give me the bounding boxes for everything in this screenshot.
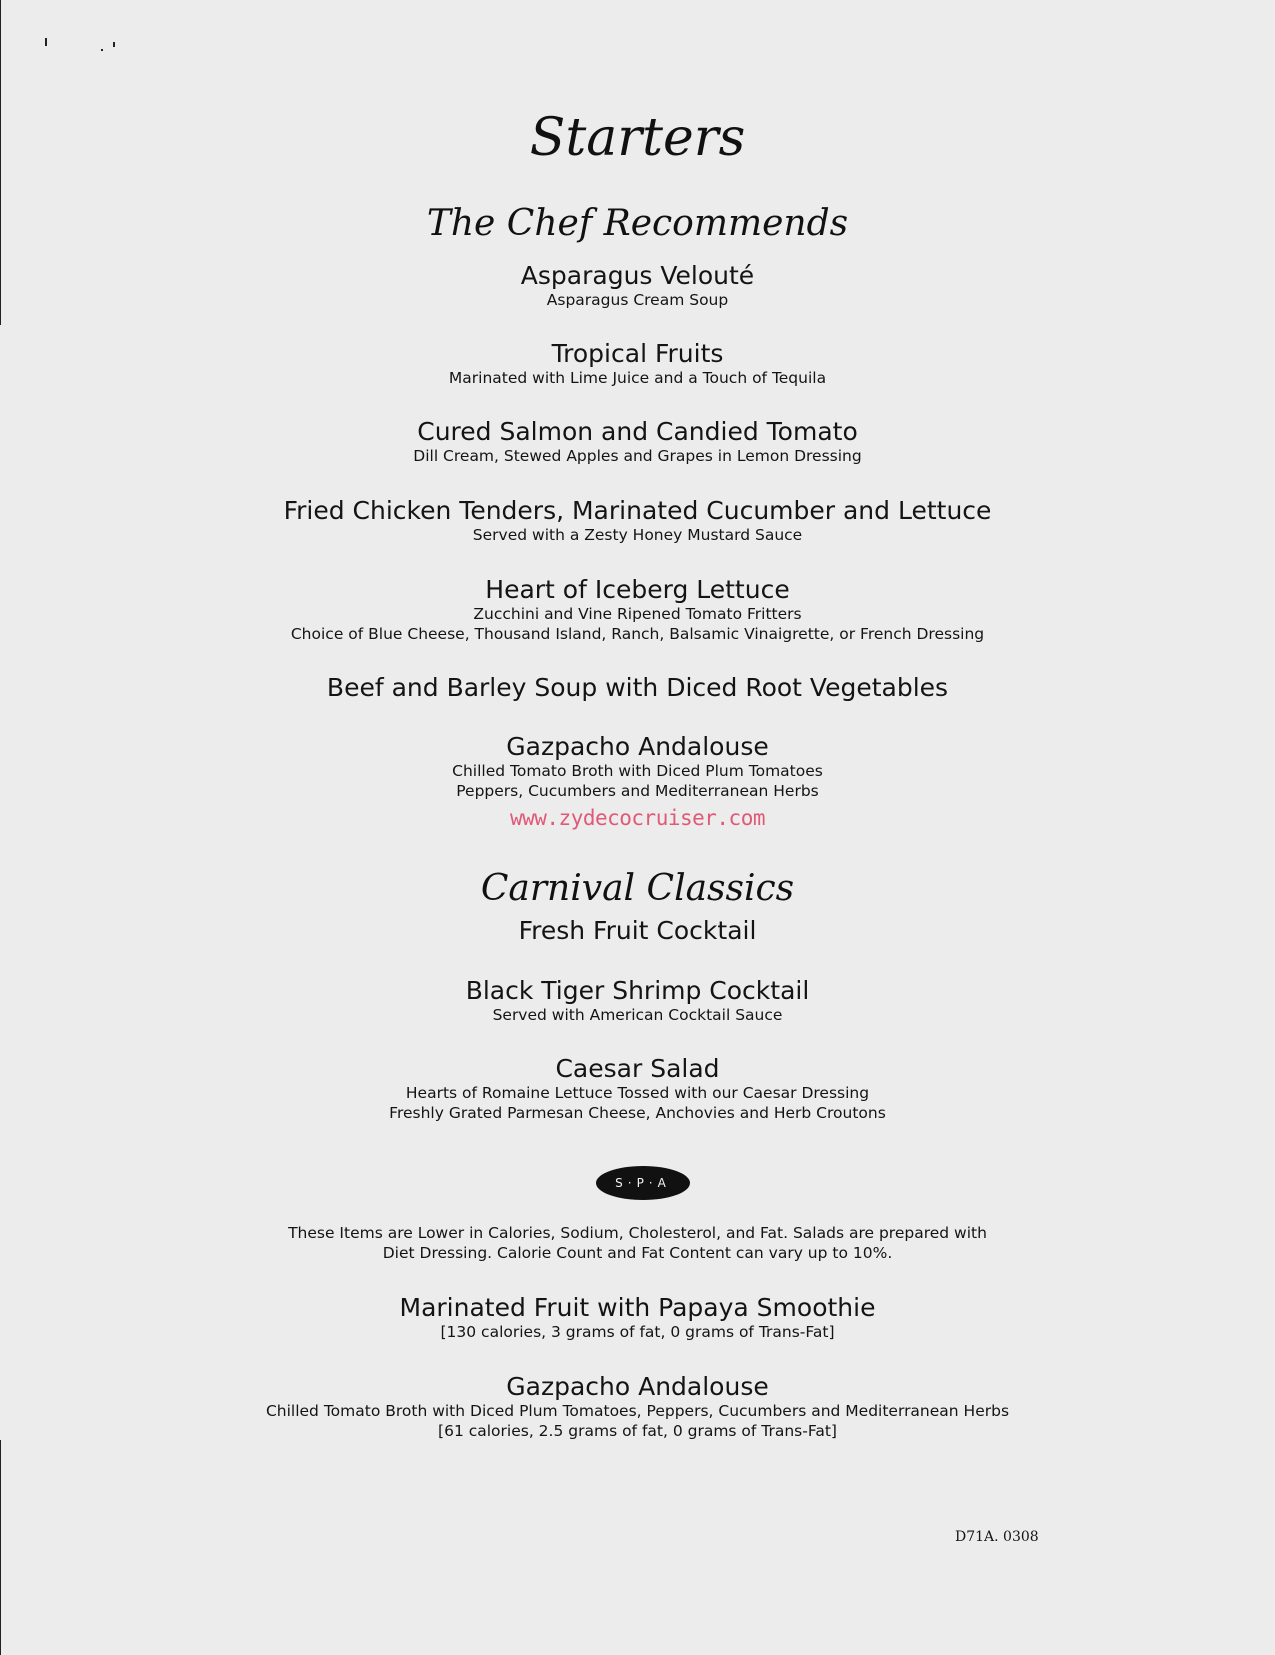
item-description: Marinated with Lime Juice and a Touch of Tequila: [448, 369, 827, 387]
item-name: Gazpacho Andalouse: [506, 732, 769, 761]
item-description: Served with a Zesty Honey Mustard Sauce: [472, 526, 803, 544]
item-description: Zucchini and Vine Ripened Tomato Fritters: [473, 605, 802, 623]
spa-note-line: Diet Dressing. Calorie Count and Fat Content can vary up to 10%.: [382, 1244, 893, 1262]
item-description: Served with American Cocktail Sauce: [492, 1006, 783, 1024]
spa-note-line: These Items are Lower in Calories, Sodium, Cholesterol, and Fat. Salads are prepared with: [288, 1224, 987, 1242]
scan-speck: [101, 49, 103, 51]
item-description: Peppers, Cucumbers and Mediterranean Herbs: [456, 782, 819, 800]
scan-speck: [45, 38, 47, 46]
spa-note: [0, 1223, 1275, 1263]
scan-edge-line: [0, 1440, 1, 1655]
item-name: Fried Chicken Tenders, Marinated Cucumber and Lettuce: [283, 496, 992, 525]
item-name: Caesar Salad: [555, 1054, 720, 1083]
item-description: [130 calories, 3 grams of fat, 0 grams of Trans-Fat]: [440, 1323, 835, 1341]
page-title: Starters: [529, 108, 746, 168]
item-description: Hearts of Romaine Lettuce Tossed with our Caesar Dressing: [405, 1084, 870, 1102]
menu-item: [0, 576, 1275, 644]
menu-item: [0, 262, 1275, 310]
menu-code: D71A. 0308: [955, 1529, 1039, 1545]
menu-item: [0, 1055, 1275, 1123]
item-name: Fresh Fruit Cocktail: [518, 916, 757, 945]
item-name: Gazpacho Andalouse: [506, 1372, 769, 1401]
item-name: Tropical Fruits: [551, 339, 724, 368]
section-heading-chef: The Chef Recommends: [426, 203, 849, 244]
spa-logo-badge: S·P·A: [596, 1166, 690, 1200]
menu-item: [0, 917, 1275, 945]
menu-item: [0, 418, 1275, 466]
item-description: Asparagus Cream Soup: [546, 291, 729, 309]
item-description: Chilled Tomato Broth with Diced Plum Tomatoes, Peppers, Cucumbers and Mediterranean Herbs: [265, 1402, 1010, 1420]
item-name: Black Tiger Shrimp Cocktail: [465, 976, 810, 1005]
section-heading-classics: Carnival Classics: [480, 868, 795, 909]
item-name: Heart of Iceberg Lettuce: [485, 575, 790, 604]
menu-item: [0, 1294, 1275, 1342]
menu-item: [0, 674, 1275, 702]
item-description: Freshly Grated Parmesan Cheese, Anchovies and Herb Croutons: [389, 1104, 886, 1122]
item-description: Choice of Blue Cheese, Thousand Island, Ranch, Balsamic Vinaigrette, or French Dressing: [290, 625, 985, 643]
item-name: Asparagus Velouté: [520, 261, 755, 290]
menu-item: [0, 977, 1275, 1025]
menu-item: [0, 1373, 1275, 1441]
item-name: Cured Salmon and Candied Tomato: [417, 417, 858, 446]
menu-item: [0, 733, 1275, 801]
item-name: Marinated Fruit with Papaya Smoothie: [399, 1293, 876, 1322]
scan-speck: [113, 42, 115, 47]
item-description: Dill Cream, Stewed Apples and Grapes in Lemon Dressing: [413, 447, 862, 465]
item-description: Chilled Tomato Broth with Diced Plum Tomatoes: [452, 762, 823, 780]
item-name: Beef and Barley Soup with Diced Root Vegetables: [326, 673, 949, 702]
item-description: [61 calories, 2.5 grams of fat, 0 grams of Trans-Fat]: [438, 1422, 837, 1440]
watermark: www.zydecocruiser.com: [509, 806, 765, 830]
menu-item: [0, 497, 1275, 545]
menu-item: [0, 340, 1275, 388]
